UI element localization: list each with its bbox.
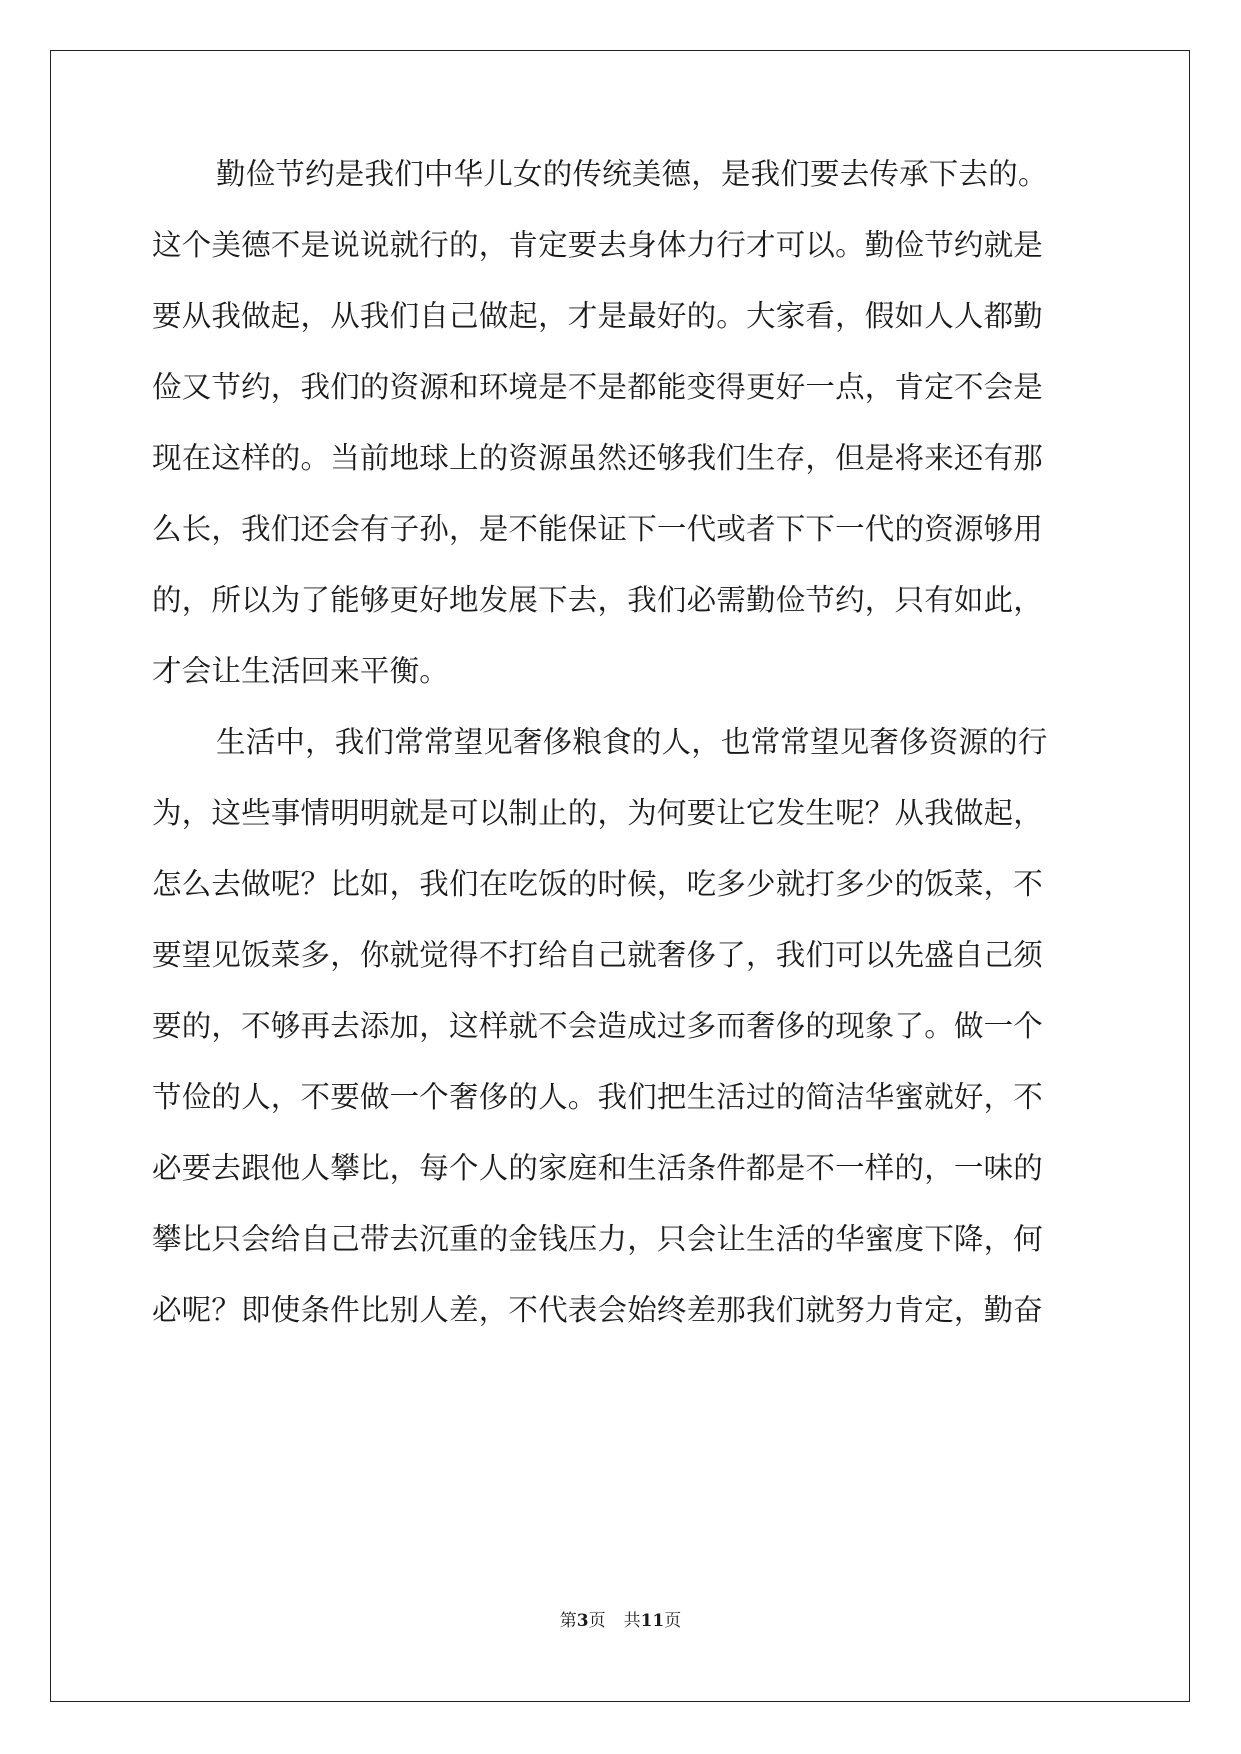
paragraph-2-line-2: 为，这些事情明明就是可以制止的，为何要让它发生呢？从我做起， bbox=[152, 796, 1044, 830]
paragraph-1-line-7: 的，所以为了能够更好地发展下去，我们必需勤俭节约，只有如此， bbox=[152, 583, 1044, 617]
paragraph-1-line-4: 俭又节约，我们的资源和环境是不是都能变得更好一点，肯定不会是 bbox=[152, 370, 1044, 404]
paragraph-1-line-2: 这个美德不是说说就行的，肯定要去身体力行才可以。勤俭节约就是 bbox=[152, 228, 1044, 262]
paragraph-1-line-6: 么长，我们还会有子孙，是不能保证下一代或者下下一代的资源够用 bbox=[152, 512, 1044, 546]
paragraph-1-line-5: 现在这样的。当前地球上的资源虽然还够我们生存，但是将来还有那 bbox=[152, 441, 1044, 475]
paragraph-2-line-8: 攀比只会给自己带去沉重的金钱压力，只会让生活的华蜜度下降，何 bbox=[152, 1222, 1044, 1256]
paragraph-2-line-5: 要的，不够再去添加，这样就不会造成过多而奢侈的现象了。做一个 bbox=[152, 1009, 1044, 1043]
paragraph-2-line-9: 必呢？即使条件比别人差，不代表会始终差那我们就努力肯定，勤奋 bbox=[152, 1293, 1044, 1327]
page-footer bbox=[0, 1610, 1241, 1632]
paragraph-1-line-1: 勤俭节约是我们中华儿女的传统美德，是我们要去传承下去的。 bbox=[216, 157, 1048, 191]
paragraph-1-line-3: 要从我做起，从我们自己做起，才是最好的。大家看，假如人人都勤 bbox=[152, 299, 1044, 333]
paragraph-2-line-3: 怎么去做呢？比如，我们在吃饭的时候，吃多少就打多少的饭菜，不 bbox=[152, 867, 1044, 901]
total-suffix: 页 bbox=[664, 1611, 682, 1631]
paragraph-2-line-6: 节俭的人，不要做一个奢侈的人。我们把生活过的简洁华蜜就好，不 bbox=[152, 1080, 1044, 1114]
page-number: 3 bbox=[576, 1611, 589, 1631]
paragraph-2-line-7: 必要去跟他人攀比，每个人的家庭和生活条件都是不一样的，一味的 bbox=[152, 1151, 1044, 1185]
paragraph-2-line-1: 生活中，我们常常望见奢侈粮食的人，也常常望见奢侈资源的行 bbox=[216, 725, 1048, 759]
paragraph-2-line-4: 要望见饭菜多，你就觉得不打给自己就奢侈了，我们可以先盛自己须 bbox=[152, 938, 1044, 972]
total-prefix: 共 bbox=[623, 1611, 641, 1631]
page-prefix: 第 bbox=[559, 1611, 577, 1631]
paragraph-1-line-8: 才会让生活回来平衡。 bbox=[152, 654, 450, 688]
total-pages: 11 bbox=[640, 1611, 665, 1631]
page-suffix: 页 bbox=[588, 1611, 606, 1631]
